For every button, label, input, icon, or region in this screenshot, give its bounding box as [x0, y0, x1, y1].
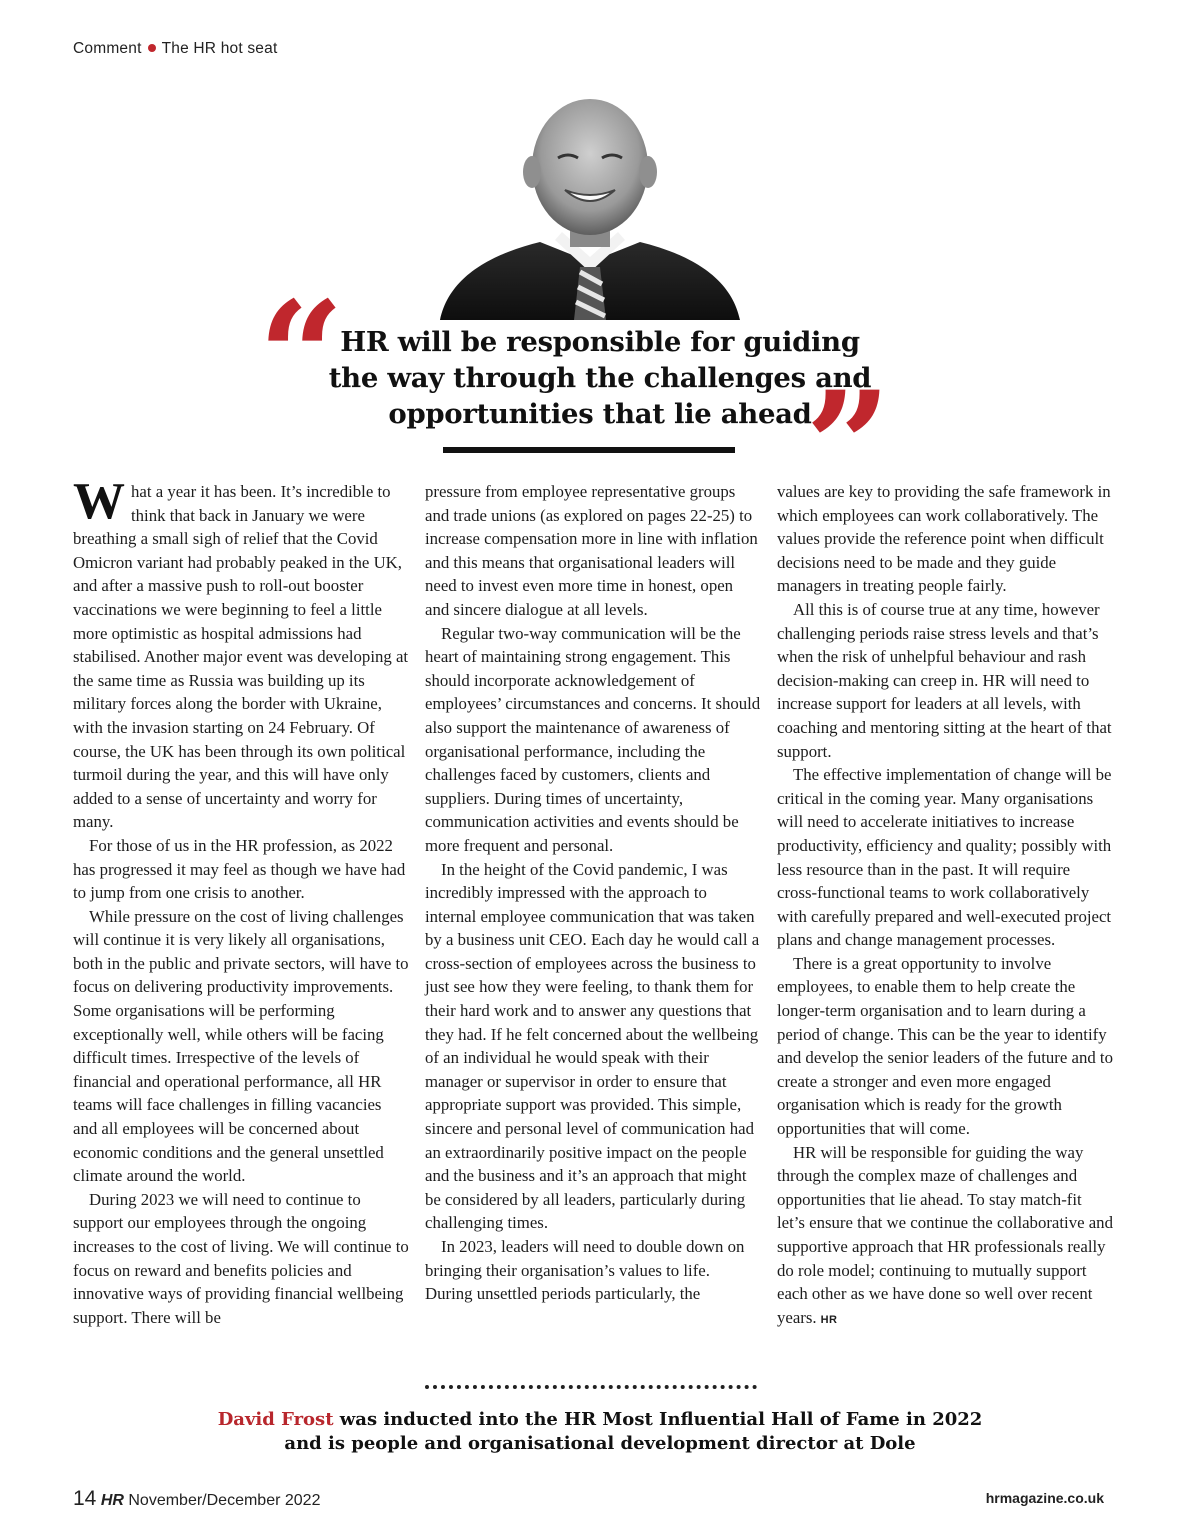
magazine-logo: HR [100, 1492, 124, 1509]
bio-line: and is people and organisational development director at Dole [284, 1433, 916, 1454]
author-name: David Frost [217, 1409, 334, 1430]
author-portrait [430, 72, 750, 320]
paragraph: In the height of the Covid pandemic, I was incredibly impressed with the approach to internal employee communication that was taken by a business unit CEO. Each day he would call a cross-section of employees across the business to just see how they were feeling, to thank them for their hard work and to answer any questions that they had. If he felt concerned about the wellbeing of an individual he would speak with their manager or supervisor in order to ensure that appropriate support was provided. This simple, sincere and personal level of communication had an extraordinarily positive impact on the people and the business and it’s an approach that might be considered by all leaders, particularly during challenging times. [425, 859, 760, 1233]
article-column-2 [425, 480, 761, 1306]
paragraph: All this is of course true at any time, however challenging periods raise stress levels and that’s when the risk of unhelpful behaviour and rash decision-making can creep in. HR will need to increase support for leaders at all levels, with coaching and mentoring sitting at the heart of that support. [777, 599, 1112, 761]
pull-quote-line: the way through the challenges and [328, 362, 872, 394]
pull-quote-line: opportunities that lie ahead [388, 398, 812, 430]
article-column-1 [73, 473, 409, 1329]
paragraph-text: hat a year it has been. It’s incredible to think that back in January we were breathing a small sigh of relief that the Covid Omicron variant had probably peaked in the UK, and after a massive push to roll-out booster vaccinations we were beginning to feel a little more optimistic as hospital admissions had stabilised. Another major event was developing at the same time as Russia was building up its military forces along the border with Ukraine, with the invasion starting on 24 February. Of course, the UK has been through its own political turmoil during the year, and this will have only added to a sense of uncertainty and worry for many. [73, 482, 409, 832]
paragraph: values are key to providing the safe framework in which employees can work collaboratively. The values provide the reference point when difficult decisions need to be made and they guide managers in treating people fairly. [777, 482, 1111, 596]
divider [443, 447, 735, 453]
paragraph: For those of us in the HR profession, as 2022 has progressed it may feel as though we have had to jump from one crisis to another. [73, 835, 406, 903]
paragraph: While pressure on the cost of living challenges will continue it is very likely all organisations, both in the public and private sectors, will have to focus on delivering productivity improvements. Some organisations will be performing exceptionally well, while others will be facing difficult times. Irrespective of the levels of financial and operational performance, all HR teams will face challenges in filling vacancies and all employees will be concerned about economic conditions and the general unsettled climate around the world. [73, 906, 409, 1186]
paragraph-text: HR will be responsible for guiding the way through the complex maze of challenges and opportunities that lie ahead. To stay match-fit let’s ensure that we continue the collaborative and supportive approach that HR professionals really do role model; continuing to mutually support each other as we have done so well over recent years. [777, 1142, 1113, 1327]
bio-line [150, 1408, 1050, 1432]
paragraph: pressure from employee representative groups and trade unions (as explored on pages 22-25) to increase compensation more in line with inflation and this means that organisational leaders will need to invest even more time in honest, open and sincere dialogue at all levels. [425, 482, 758, 619]
paragraph: During 2023 we will need to continue to support our employees through the ongoing increases to the cost of living. We will continue to focus on reward and benefits policies and innovative ways of providing financial wellbeing support. There will be [73, 1189, 409, 1327]
subsection-label: The HR hot seat [161, 40, 278, 57]
bio-text: was inducted into the HR Most Influential Hall of Fame in 2022 [333, 1409, 983, 1430]
page-number: 14 [73, 1487, 97, 1510]
drop-cap: W [73, 473, 125, 530]
paragraph: In 2023, leaders will need to double down on bringing their organisation’s values to life. During unsettled periods particularly, the [425, 1237, 745, 1304]
paragraph [777, 1141, 1113, 1333]
issue-date: November/December 2022 [128, 1492, 321, 1509]
running-header [73, 40, 277, 58]
article-column-3 [777, 480, 1113, 1332]
website-link[interactable]: hrmagazine.co.uk [985, 1490, 1104, 1506]
paragraph [73, 473, 409, 834]
page-footer [73, 1487, 320, 1511]
end-mark: HR [820, 1313, 838, 1326]
author-bio [150, 1408, 1050, 1456]
section-label: Comment [73, 40, 142, 57]
paragraph: Regular two-way communication will be the heart of maintaining strong engagement. This should incorporate acknowledgement of employees’ circumstances and concerns. It should also support the maintenance of awareness of organisational performance, including the challenges faced by customers, clients and suppliers. During times of uncertainty, communication activities and events should be more frequent and personal. [425, 623, 761, 855]
red-dot-icon [148, 44, 156, 52]
close-quote-icon: ” [805, 359, 892, 535]
paragraph: There is a great opportunity to involve employees, to enable them to help create the longer-term organisation and to learn during a period of change. This can be the year to identify and develop the senior leaders of the future and to create a stronger and even more engaged organisation which is ready for the growth opportunities that will come. [777, 953, 1113, 1139]
open-quote-icon: “ [258, 269, 345, 445]
portrait-illustration [430, 72, 750, 320]
paragraph: The effective implementation of change will be critical in the coming year. Many organisations will need to accelerate initiatives to increase productivity, efficiency and quality; possibly with less resource than in the past. It will require cross-functional teams to work collaboratively with carefully prepared and well-executed project plans and change management processes. [777, 765, 1112, 950]
dotted-divider [425, 1385, 757, 1389]
pull-quote-line: HR will be responsible for guiding [340, 326, 860, 358]
